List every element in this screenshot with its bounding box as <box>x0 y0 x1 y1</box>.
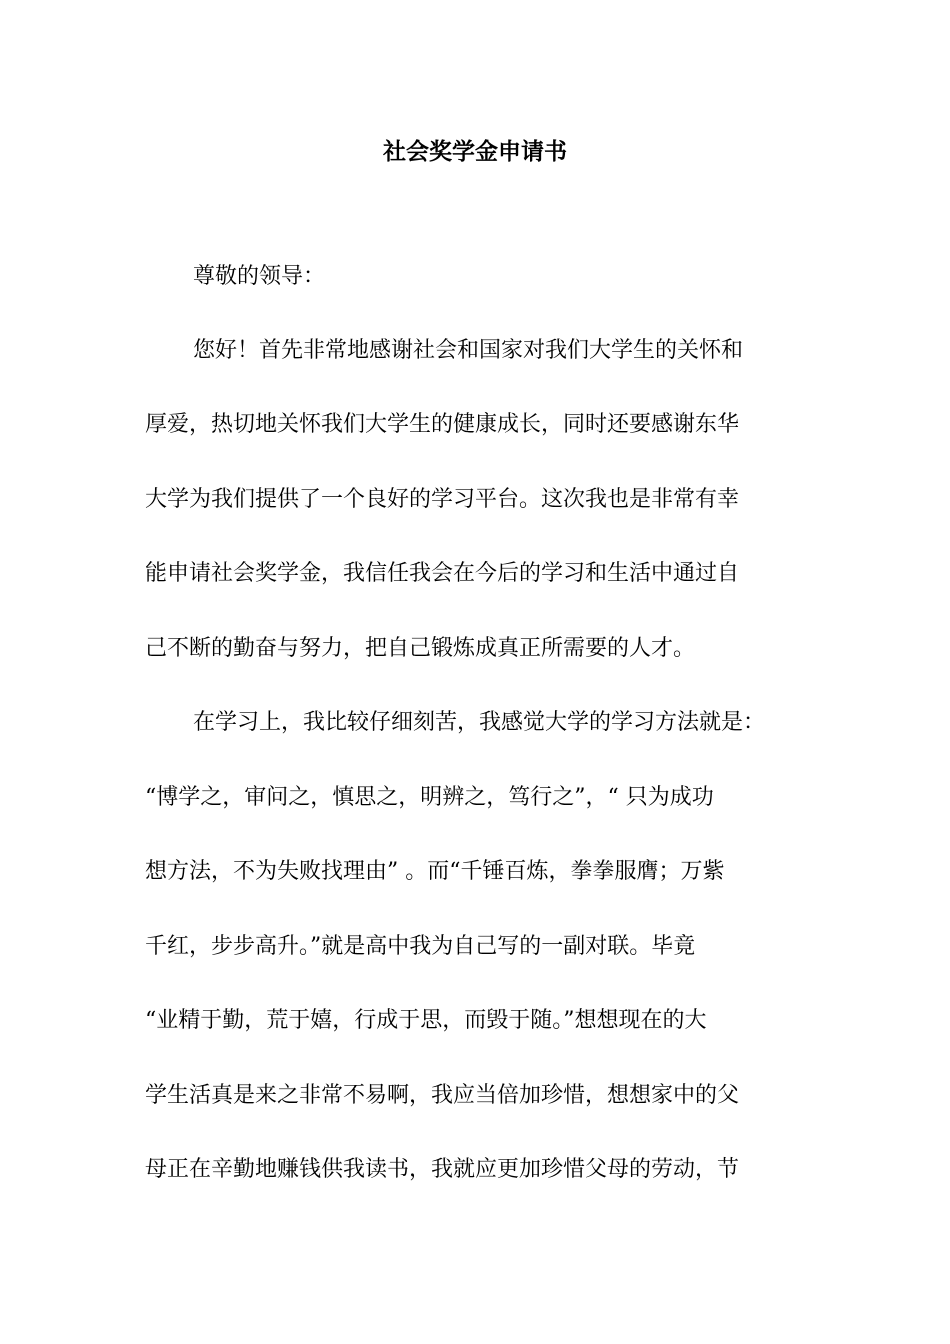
body-line: 学生活真是来之非常不易啊，我应当倍加珍惜，想想家中的父 <box>145 1083 740 1108</box>
body-line: 在学习上，我比较仔细刻苦，我感觉大学的学习方法就是： <box>193 710 766 735</box>
body-line: 千红，步步高升。”就是高中我为自己写的一副对联。毕竟 <box>145 934 696 959</box>
body-line: 大学为我们提供了一个良好的学习平台。这次我也是非常有幸 <box>145 487 740 512</box>
body-line: 母正在辛勤地赚钱供我读书，我就应更加珍惜父母的劳动，节 <box>145 1157 740 1182</box>
document-title: 社会奖学金申请书 <box>383 138 567 165</box>
body-line: 能申请社会奖学金，我信任我会在今后的学习和生活中通过自 <box>145 561 740 586</box>
body-line: 厚爱，热切地关怀我们大学生的健康成长，同时还要感谢东华 <box>145 412 740 437</box>
body-line: 想方法，不为失败找理由” 。而“千锤百炼，拳拳服膺；万紫 <box>145 859 725 884</box>
body-line: 己不断的勤奋与努力，把自己锻炼成真正所需要的人才。 <box>145 636 696 661</box>
body-line: “博学之，审问之，慎思之，明辨之，笃行之”，“ 只为成功 <box>145 785 714 810</box>
body-line: 您好！首先非常地感谢社会和国家对我们大学生的关怀和 <box>193 338 744 363</box>
salutation-line: 尊敬的领导： <box>193 264 326 289</box>
body-line: “业精于勤，荒于嬉，行成于思，而毁于随。”想想现在的大 <box>145 1008 707 1033</box>
